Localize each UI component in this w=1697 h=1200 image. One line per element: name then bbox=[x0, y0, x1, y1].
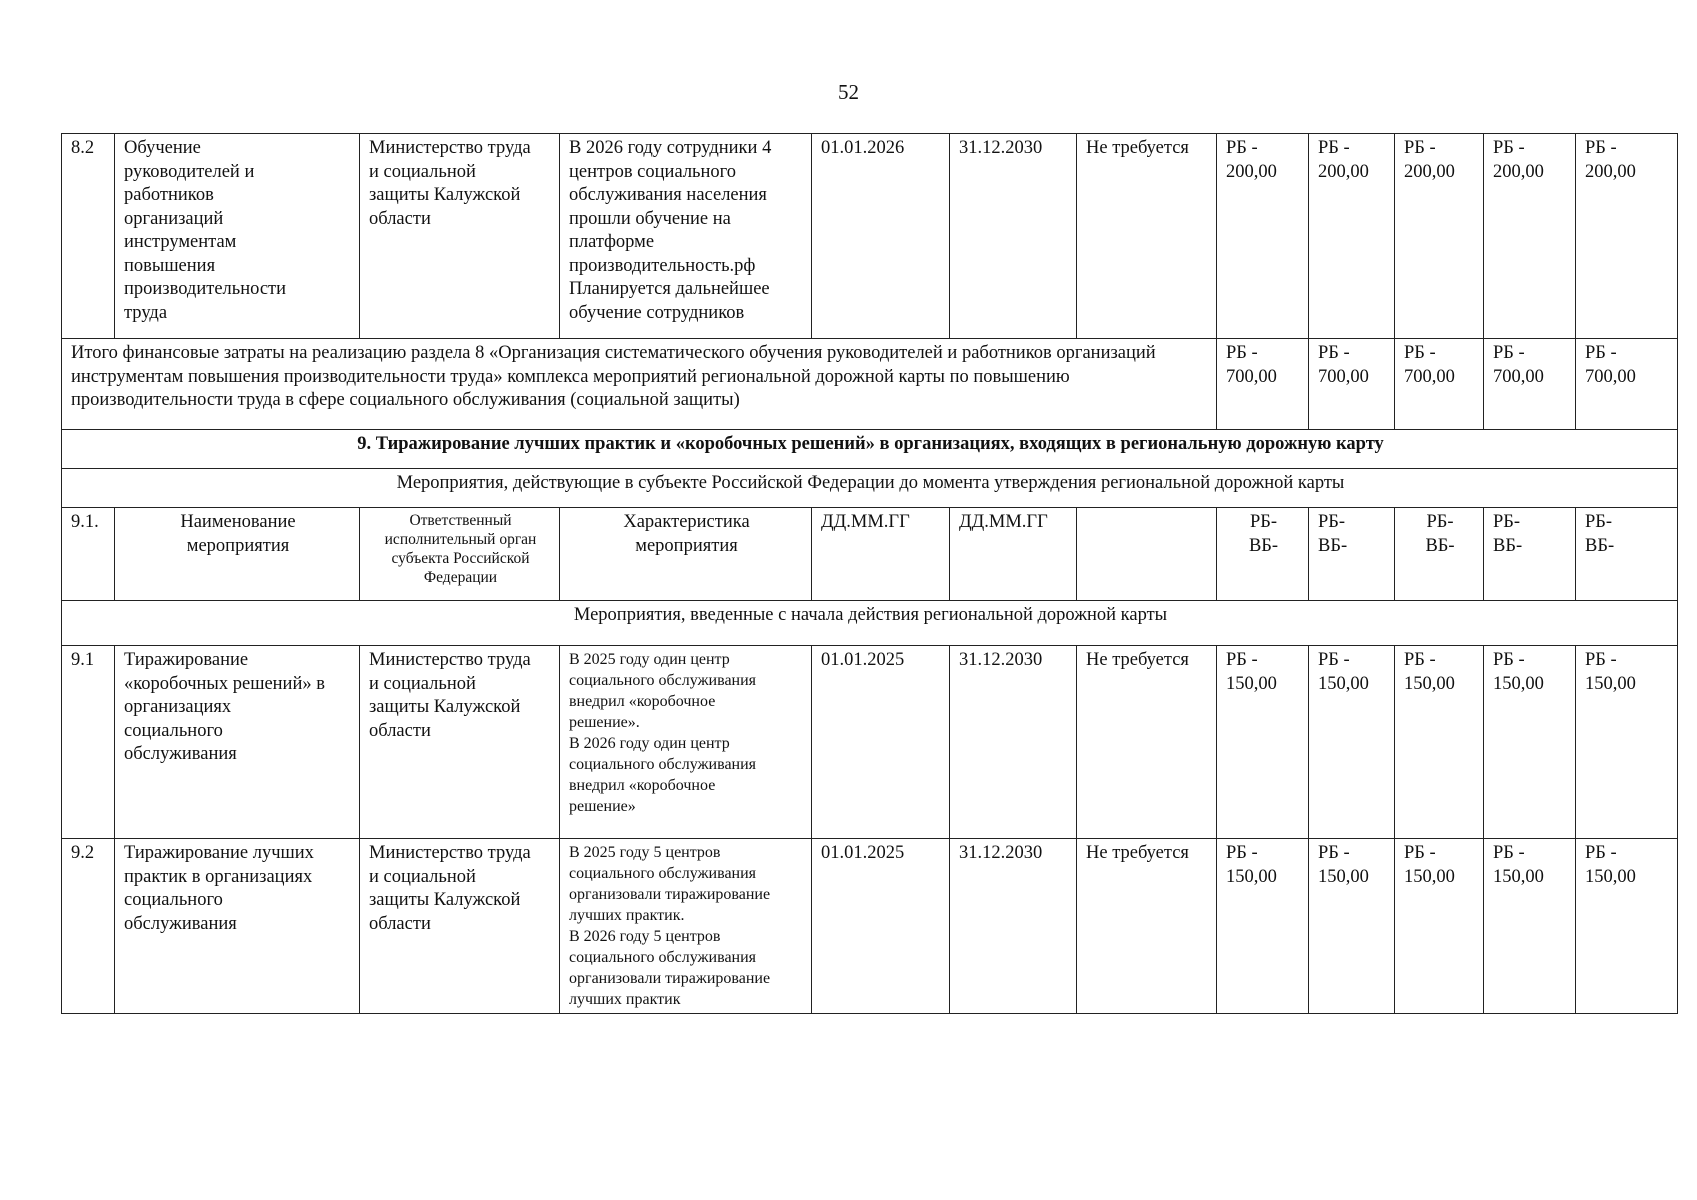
end-date: 31.12.2030 bbox=[950, 134, 1077, 339]
budget-cell: РБ - 150,00 bbox=[1395, 839, 1484, 1014]
section-total-text: Итого финансовые затраты на реализацию раздела 8 «Организация систематического обучения руководителей и работников организаций инструментам повышения производительности труда» комплекса мероприятий региональной дорожной карты по повышению производительности труда в сфере социального обслуживания (социальной защиты) bbox=[62, 339, 1217, 430]
subheading-row bbox=[62, 469, 1678, 508]
budget-cell: РБ - 200,00 bbox=[1576, 134, 1678, 339]
activity-characteristic: В 2026 году сотрудники 4 центров социального обслуживания населения прошли обучение на платформе производительность.рф Планируется дальнейшее обучение сотрудников bbox=[560, 134, 812, 339]
end-date: ДД.ММ.ГГ bbox=[950, 508, 1077, 601]
section-title: 9. Тиражирование лучших практик и «коробочных решений» в организациях, входящих в региональную дорожную карту bbox=[62, 430, 1678, 469]
budget-cell: РБ- ВБ- bbox=[1576, 508, 1678, 601]
budget-cell: РБ - 200,00 bbox=[1395, 134, 1484, 339]
activity-name: Обучение руководителей и работников организаций инструментам повышения производительности труда bbox=[115, 134, 360, 339]
budget-cell: РБ - 150,00 bbox=[1217, 646, 1309, 839]
activity-characteristic: В 2025 году 5 центров социального обслуживания организовали тиражирование лучших практик. В 2026 году 5 центров социального обслуживания организовали тиражирование лучших практик bbox=[560, 839, 812, 1014]
funding-need: Не требуется bbox=[1077, 646, 1217, 839]
budget-cell: РБ - 200,00 bbox=[1217, 134, 1309, 339]
budget-cell: РБ - 150,00 bbox=[1395, 646, 1484, 839]
start-date: ДД.ММ.ГГ bbox=[812, 508, 950, 601]
activity-name: Тиражирование лучших практик в организациях социального обслуживания bbox=[115, 839, 360, 1014]
funding-need: Не требуется bbox=[1077, 839, 1217, 1014]
budget-cell: РБ - 150,00 bbox=[1484, 839, 1576, 1014]
budget-cell: РБ - 150,00 bbox=[1217, 839, 1309, 1014]
activity-characteristic: В 2025 году один центр социального обслуживания внедрил «коробочное решение». В 2026 году один центр социального обслуживания внедрил «коробочное решение» bbox=[560, 646, 812, 839]
executor: Министерство труда и социальной защиты Калужской области bbox=[360, 134, 560, 339]
executor: Министерство труда и социальной защиты Калужской области bbox=[360, 646, 560, 839]
budget-cell: РБ - 700,00 bbox=[1576, 339, 1678, 430]
executor: Ответственный исполнительный орган субъекта Российской Федерации bbox=[360, 508, 560, 601]
funding-need: Не требуется bbox=[1077, 134, 1217, 339]
table-row bbox=[62, 508, 1678, 601]
page-number: 52 bbox=[838, 80, 859, 104]
budget-cell: РБ- ВБ- bbox=[1309, 508, 1395, 601]
budget-cell: РБ - 700,00 bbox=[1309, 339, 1395, 430]
budget-cell: РБ - 200,00 bbox=[1309, 134, 1395, 339]
budget-cell: РБ - 150,00 bbox=[1576, 839, 1678, 1014]
table-row bbox=[62, 646, 1678, 839]
end-date: 31.12.2030 bbox=[950, 646, 1077, 839]
row-number: 9.2 bbox=[62, 839, 115, 1014]
subheading-before-approval: Мероприятия, действующие в субъекте Российской Федерации до момента утверждения региональной дорожной карты bbox=[62, 469, 1678, 508]
budget-cell: РБ - 200,00 bbox=[1484, 134, 1576, 339]
budget-cell: РБ - 150,00 bbox=[1484, 646, 1576, 839]
start-date: 01.01.2026 bbox=[812, 134, 950, 339]
row-number: 9.1. bbox=[62, 508, 115, 601]
budget-cell: РБ - 700,00 bbox=[1217, 339, 1309, 430]
table-row bbox=[62, 134, 1678, 339]
table-row bbox=[62, 339, 1678, 430]
budget-cell: РБ - 150,00 bbox=[1309, 646, 1395, 839]
budget-cell: РБ- ВБ- bbox=[1484, 508, 1576, 601]
start-date: 01.01.2025 bbox=[812, 646, 950, 839]
end-date: 31.12.2030 bbox=[950, 839, 1077, 1014]
activity-name: Наименование мероприятия bbox=[115, 508, 360, 601]
executor: Министерство труда и социальной защиты Калужской области bbox=[360, 839, 560, 1014]
roadmap-table bbox=[61, 133, 1678, 1014]
section-heading-row bbox=[62, 430, 1678, 469]
budget-cell: РБ- ВБ- bbox=[1217, 508, 1309, 601]
activity-name: Тиражирование «коробочных решений» в организациях социального обслуживания bbox=[115, 646, 360, 839]
row-number: 8.2 bbox=[62, 134, 115, 339]
subheading-row bbox=[62, 601, 1678, 646]
budget-cell: РБ - 700,00 bbox=[1395, 339, 1484, 430]
budget-cell: РБ - 700,00 bbox=[1484, 339, 1576, 430]
budget-cell: РБ - 150,00 bbox=[1576, 646, 1678, 839]
table-row bbox=[62, 839, 1678, 1014]
activity-characteristic: Характеристика мероприятия bbox=[560, 508, 812, 601]
budget-cell: РБ - 150,00 bbox=[1309, 839, 1395, 1014]
start-date: 01.01.2025 bbox=[812, 839, 950, 1014]
subheading-after-start: Мероприятия, введенные с начала действия региональной дорожной карты bbox=[62, 601, 1678, 646]
budget-cell: РБ- ВБ- bbox=[1395, 508, 1484, 601]
row-number: 9.1 bbox=[62, 646, 115, 839]
funding-need bbox=[1077, 508, 1217, 601]
